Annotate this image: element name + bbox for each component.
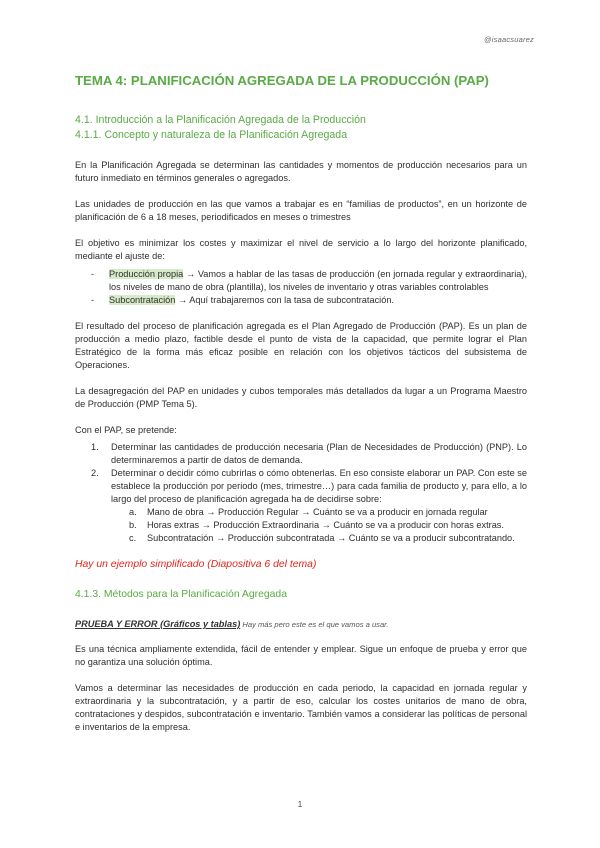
paragraph: Con el PAP, se pretende: xyxy=(75,425,177,435)
section-heading-4-1-1: 4.1.1. Concepto y naturaleza de la Planificación Agregada xyxy=(75,129,348,141)
list-item xyxy=(109,294,527,307)
paragraph: Es una técnica ampliamente extendida, fácil de entender y emplear. Sigue un enfoque de prueba y error que no garantiza una solución óptima. xyxy=(75,644,527,667)
list-item xyxy=(109,268,527,294)
page-title: TEMA 4: PLANIFICACIÓN AGREGADA DE LA PRODUCCIÓN (PAP) xyxy=(75,73,489,88)
list-item-text: → Aquí trabajaremos con la tasa de subcontratación. xyxy=(175,295,394,305)
list-item-text: Determinar las cantidades de producción necesaria (Plan de Necesidades de Producción) (PNP). Lo determinaremos a partir de datos de demanda. xyxy=(111,442,527,465)
paragraph: El objetivo es minimizar los costes y maximizar el nivel de servicio a lo largo del horizonte planificado, mediante el ajuste de: xyxy=(75,238,527,261)
list-item xyxy=(91,467,527,545)
list-marker: 1. xyxy=(91,442,99,452)
author-handle: @isaacsuarez xyxy=(483,35,534,44)
paragraph: La desagregación del PAP en unidades y cubos temporales más detallados da lugar a un Programa Maestro de Producción (PMP Tema 5). xyxy=(75,386,527,409)
list-marker: a. xyxy=(129,507,137,517)
list-item xyxy=(129,519,527,532)
method-title: PRUEBA Y ERROR (Gráficos y tablas) xyxy=(75,619,241,629)
highlighted-term: Producción propia xyxy=(109,269,184,279)
list-item-text: Subcontratación → Producción subcontratada → Cuánto se va a producir subcontratando. xyxy=(147,533,515,543)
objectives-list xyxy=(75,441,527,545)
paragraph: Las unidades de producción en las que vamos a trabajar es en “familias de productos”, en un horizonte de planificación de 6 a 18 meses, periodificados en meses o trimestres xyxy=(75,199,527,222)
section-heading-4-1-3: 4.1.3. Métodos para la Planificación Agregada xyxy=(75,589,287,600)
example-note: Hay un ejemplo simplificado (Diapositiva 6 del tema) xyxy=(75,559,317,570)
paragraph: Vamos a determinar las necesidades de producción en cada periodo, la capacidad en jornada regular y extraordinaria y la subcontratación, y a partir de eso, calcular los costes unitarios de mano de obra, contrataciones y despidos, subcontratación e inventario. También vamos a considerar las políticas de personal e inventarios de la empresa. xyxy=(75,683,527,732)
list-item-text: → Vamos a hablar de las tasas de producción (en jornada regular y extraordinaria), los niveles de mano de obra (plantilla), los niveles de inventario y otras variables controlables xyxy=(109,269,528,292)
list-item-text: Horas extras → Producción Extraordinaria → Cuánto se va a producir con horas extras. xyxy=(147,520,504,530)
method-heading xyxy=(75,618,527,631)
highlighted-term: Subcontratación xyxy=(109,295,176,305)
list-marker: 2. xyxy=(91,468,99,478)
page-content xyxy=(75,72,527,747)
page-number: 1 xyxy=(297,800,303,809)
adjustment-list xyxy=(75,268,527,307)
list-item-text: Mano de obra → Producción Regular → Cuánto se va a producir en jornada regular xyxy=(147,507,488,517)
list-marker: b. xyxy=(129,520,137,530)
list-item-text: Determinar o decidir cómo cubrirlas o cómo obtenerlas. En eso consiste elaborar un PAP. Con este se establece la producción por periodo (mes, trimestre…) para cada familia de producto y, para ello, a lo largo del proceso de planificación agregada ha de decidirse sobre: xyxy=(111,468,527,504)
method-note: Hay más pero este es el que vamos a usar. xyxy=(240,620,389,629)
decision-list xyxy=(111,506,527,545)
list-item xyxy=(129,506,527,519)
list-item xyxy=(91,441,527,467)
list-marker: c. xyxy=(129,533,137,543)
paragraph: El resultado del proceso de planificación agregada es el Plan Agregado de Producción (PAP). Es un plan de producción a medio plazo, factible desde el punto de vista de la capacidad, que permite lograr el Plan Estratégico de la forma más eficaz posible en relación con los objetivos tácticos del subsistema de Operaciones. xyxy=(75,321,527,370)
list-item xyxy=(129,532,527,545)
paragraph: En la Planificación Agregada se determinan las cantidades y momentos de producción necesarios para un futuro inmediato en términos generales o agregados. xyxy=(75,160,527,183)
section-heading-4-1: 4.1. Introducción a la Planificación Agregada de la Producción xyxy=(75,114,366,126)
